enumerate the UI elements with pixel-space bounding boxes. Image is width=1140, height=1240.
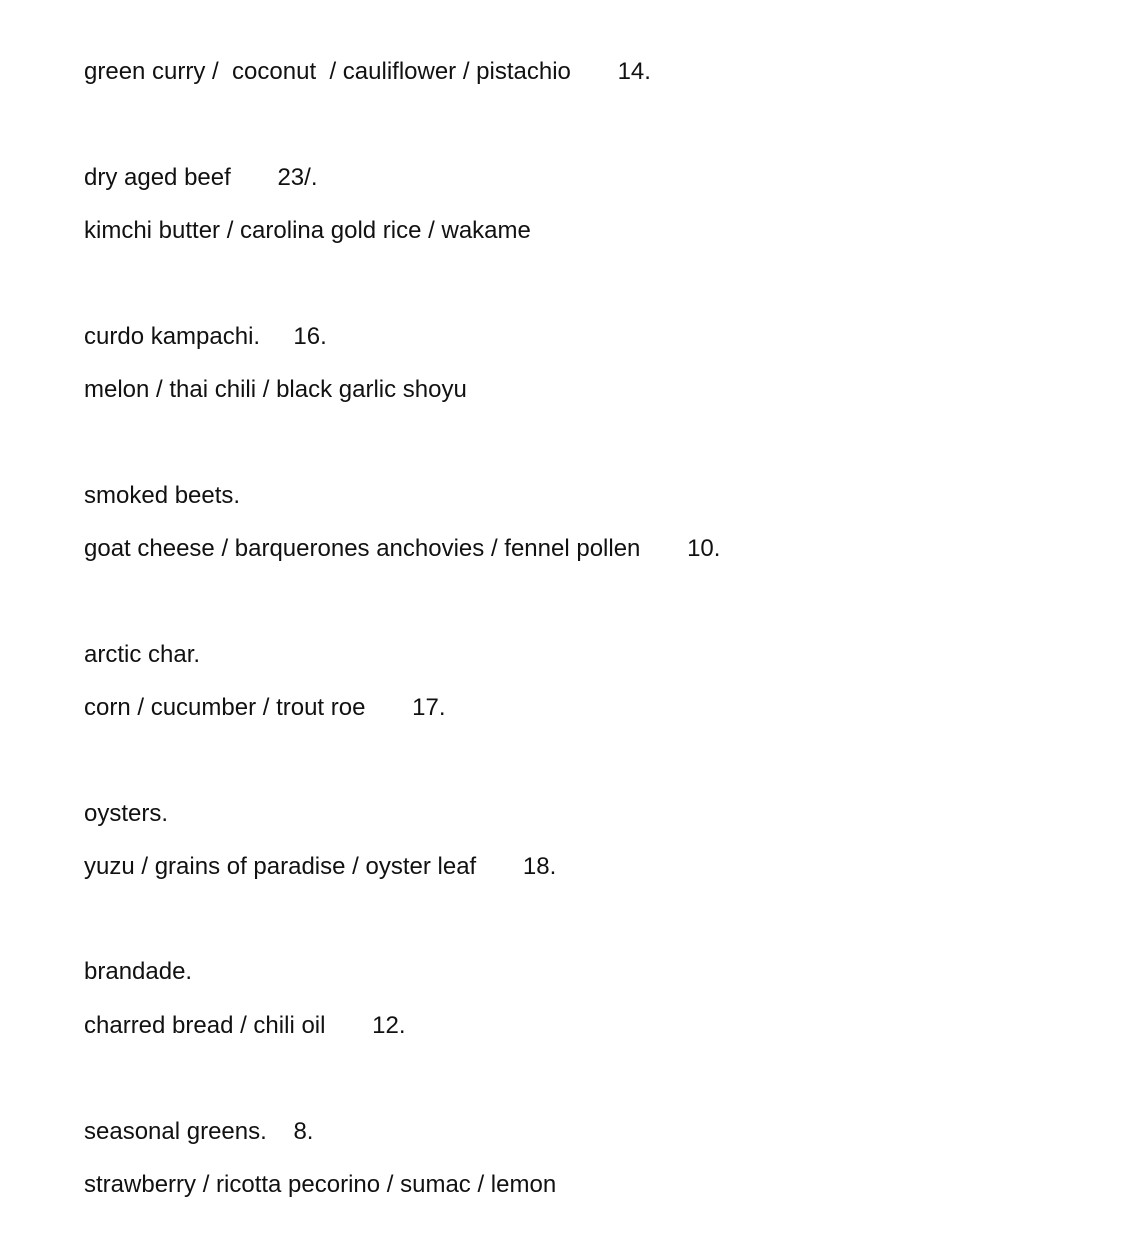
menu-item-description: yuzu / grains of paradise / oyster leaf 18.	[84, 853, 557, 880]
menu-item-description: kimchi butter / carolina gold rice / wakame	[84, 217, 531, 244]
menu-item-title: dry aged beef 23/.	[84, 164, 318, 191]
menu-item-description: corn / cucumber / trout roe 17.	[84, 694, 446, 721]
menu-item-title: arctic char.	[84, 641, 201, 668]
menu-item-title: green curry / coconut / cauliflower / pistachio 14.	[84, 58, 651, 85]
menu-item-description: charred bread / chili oil 12.	[84, 1012, 406, 1039]
menu-item-description: strawberry / ricotta pecorino / sumac / lemon	[84, 1171, 557, 1198]
menu-item-title: oysters.	[84, 800, 169, 827]
menu-item-title: curdo kampachi. 16.	[84, 323, 327, 350]
menu-item-title: seasonal greens. 8.	[84, 1118, 314, 1145]
menu-item-title: brandade.	[84, 958, 193, 985]
menu-item-description: melon / thai chili / black garlic shoyu	[84, 376, 467, 403]
menu-item-description: goat cheese / barquerones anchovies / fennel pollen 10.	[84, 535, 721, 562]
menu-item-title: smoked beets.	[84, 482, 241, 509]
